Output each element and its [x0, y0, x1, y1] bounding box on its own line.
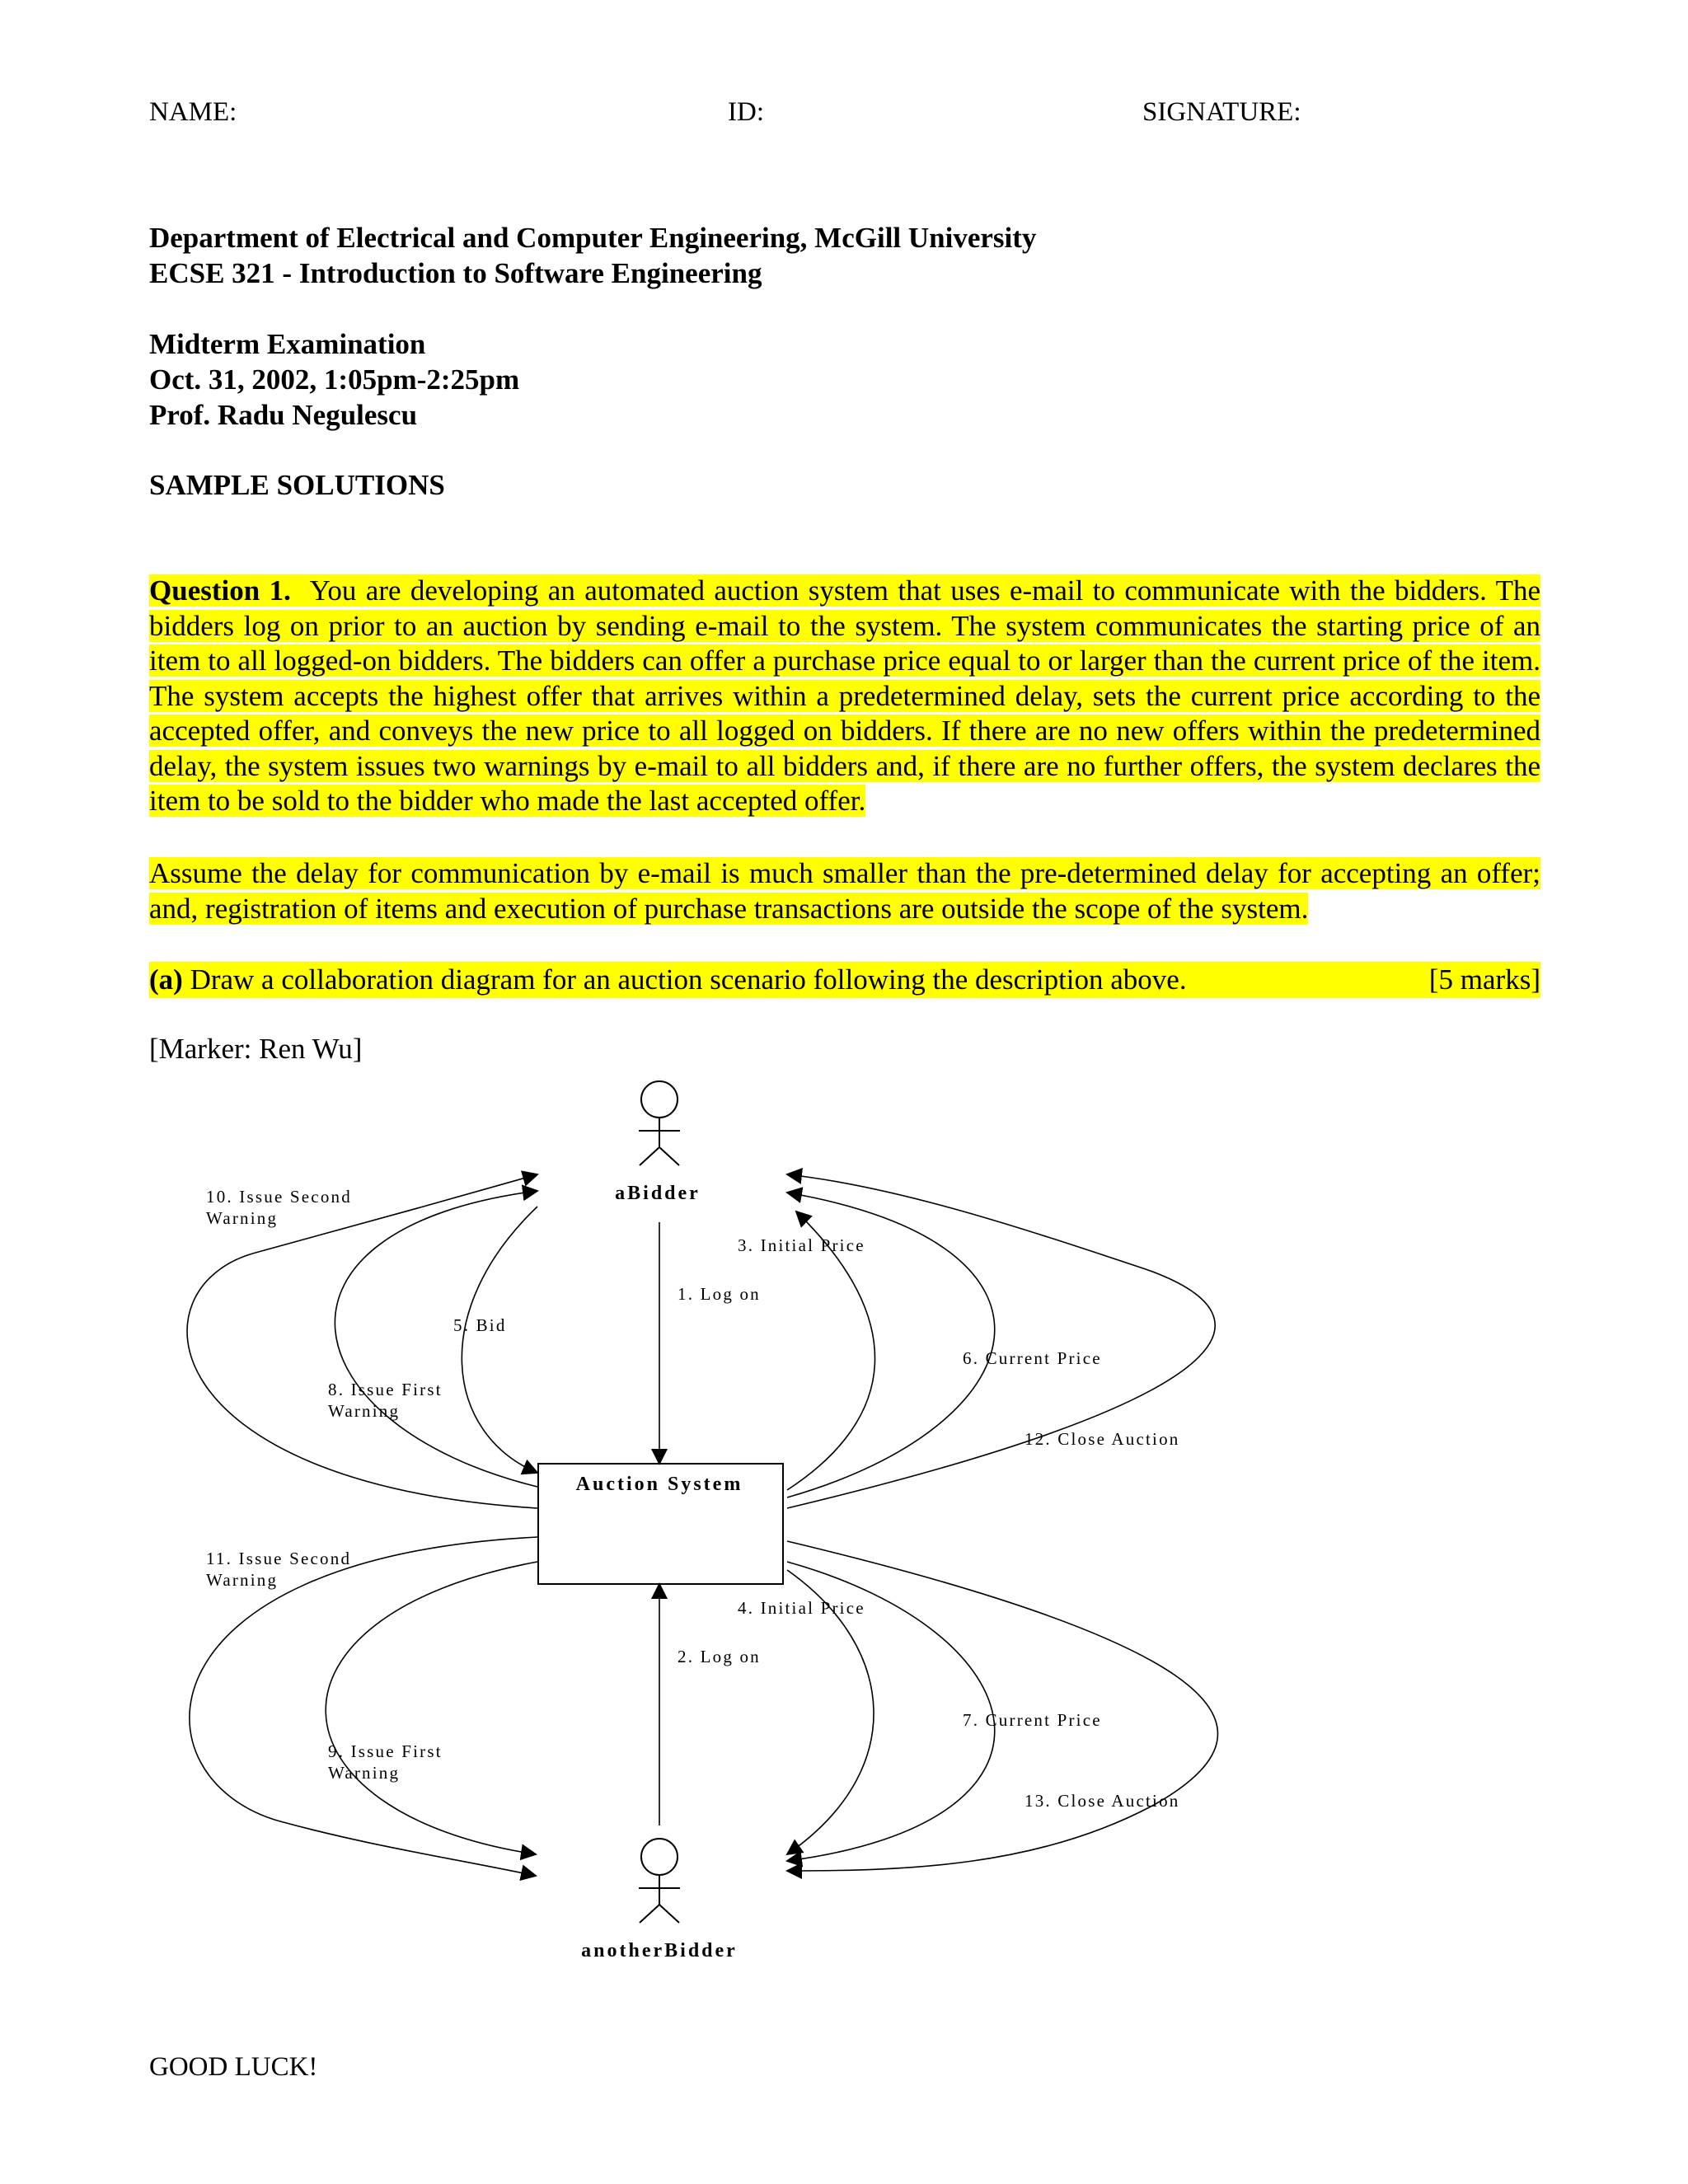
course-title: ECSE 321 - Introduction to Software Engineering	[149, 257, 762, 289]
message-10-label-line1: 10. Issue Second	[206, 1187, 352, 1207]
message-8-label-line2: Warning	[328, 1401, 401, 1421]
question-text: You are developing an automated auction system that uses e-mail to communicate with the bidders. The bidders log on prior to an auction by sending e-mail to the system. The system communicates the starting price of an item to all logged-on bidders. The bidders can offer a purchase price equal to or larger than the current price of the item. The system accepts the highest offer that arrives within a predetermined delay, sets the current price according to the accepted offer, and conveys the new price to all logged on bidders. If there are no new offers within the predetermined delay, the system issues two warnings by e-mail to all bidders and, if there are no further offers, the system declares the item to be sold to the bidder who made the last accepted offer.	[149, 574, 1540, 817]
part-a-marks: [5 marks]	[1428, 963, 1540, 996]
actor-abidder-icon	[639, 1081, 680, 1165]
exam-title: Midterm Examination	[149, 328, 426, 360]
part-a-label: (a)	[149, 963, 183, 996]
message-5-label: 5. Bid	[453, 1315, 507, 1335]
message-9-label-line1: 9. Issue First	[328, 1741, 443, 1761]
message-5-arrow	[462, 1207, 537, 1473]
assumption-paragraph	[149, 856, 1540, 926]
message-1-label: 1. Log on	[678, 1284, 761, 1304]
part-a-line	[149, 962, 1540, 998]
marker-note: [Marker: Ren Wu]	[149, 1033, 363, 1065]
name-label: NAME:	[149, 97, 237, 127]
professor-name: Prof. Radu Negulescu	[149, 399, 418, 431]
message-11-label-line2: Warning	[206, 1570, 279, 1590]
message-13-arrow	[787, 1541, 1217, 1871]
message-12-arrow	[787, 1174, 1215, 1508]
message-6-label: 6. Current Price	[963, 1348, 1102, 1368]
message-3-label: 3. Initial Price	[738, 1235, 865, 1255]
part-a-text: Draw a collaboration diagram for an auction scenario following the description above.	[190, 963, 1187, 996]
actor-anotherbidder-label: anotherBidder	[581, 1940, 738, 1961]
collaboration-diagram	[0, 1063, 1688, 1986]
message-9-label-line2: Warning	[328, 1763, 401, 1783]
auction-system-label: Auction System	[575, 1474, 743, 1495]
department-title: Department of Electrical and Computer Engineering, McGill University	[149, 222, 1037, 254]
assumption-text: Assume the delay for communication by e-mail is much smaller than the pre-determined delay for accepting an offer; and, registration of items and execution of purchase transactions are outside the scope of the system.	[149, 857, 1540, 925]
id-label: ID:	[728, 97, 764, 127]
message-11-label-line1: 11. Issue Second	[206, 1549, 352, 1568]
question-label: Question 1.	[149, 574, 291, 607]
signature-label: SIGNATURE:	[1142, 97, 1301, 127]
message-2-label: 2. Log on	[678, 1647, 761, 1666]
message-12-label: 12. Close Auction	[1025, 1429, 1180, 1449]
exam-date: Oct. 31, 2002, 1:05pm-2:25pm	[149, 363, 520, 396]
message-8-label-line1: 8. Issue First	[328, 1380, 443, 1399]
message-7-label: 7. Current Price	[963, 1710, 1102, 1730]
message-13-label: 13. Close Auction	[1025, 1791, 1180, 1811]
actor-abidder-label: aBidder	[615, 1183, 701, 1204]
good-luck-footer: GOOD LUCK!	[149, 2052, 318, 2082]
message-4-label: 4. Initial Price	[738, 1598, 865, 1618]
message-8-arrow	[335, 1191, 537, 1487]
message-10-label-line2: Warning	[206, 1208, 279, 1228]
sample-solutions-heading: SAMPLE SOLUTIONS	[149, 469, 445, 501]
actor-anotherbidder-icon	[639, 1839, 680, 1923]
message-9-arrow	[326, 1562, 537, 1854]
question-paragraph	[149, 574, 1540, 819]
